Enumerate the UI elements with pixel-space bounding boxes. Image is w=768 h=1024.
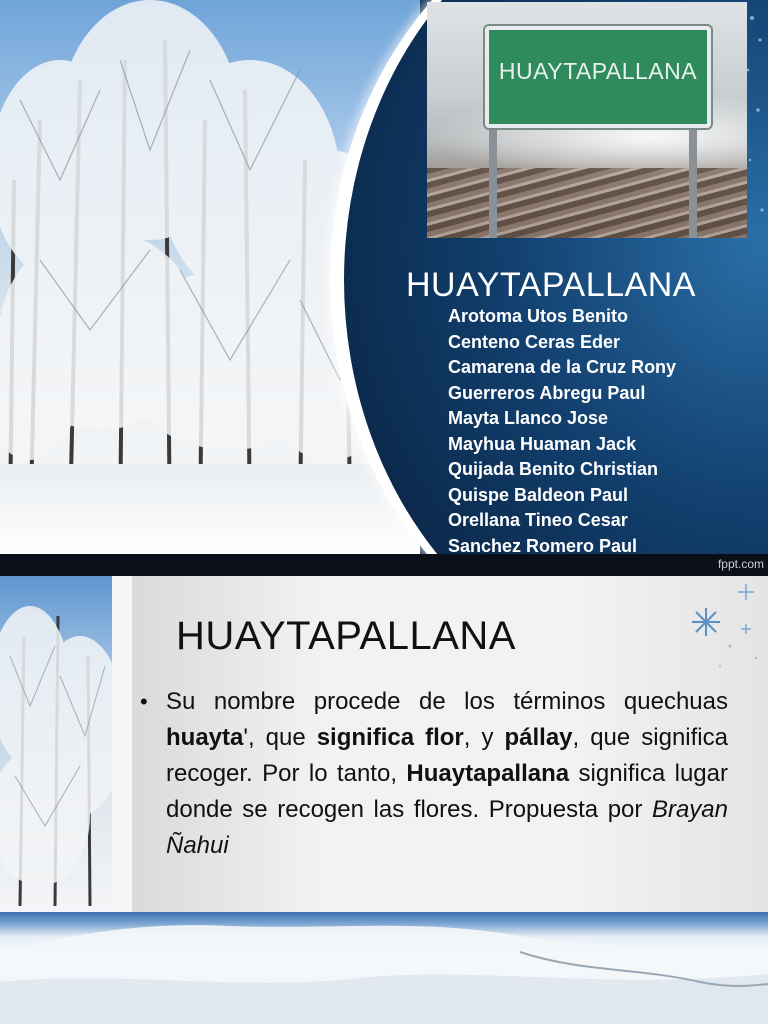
text-run: Su nombre procede de los términos quechuas <box>166 688 728 715</box>
member-name: Quispe Baldeon Paul <box>448 484 629 505</box>
text-run: , y <box>463 724 505 751</box>
tree-silhouettes-small <box>0 576 112 916</box>
bold-term: significa flor <box>316 724 464 751</box>
sign-photo <box>427 2 747 238</box>
member-name: Quijada Benito Christian <box>448 459 659 479</box>
bold-term: Huaytapallana <box>406 760 570 787</box>
member-name: Arotoma Utos Benito <box>448 306 628 326</box>
slide1-title: HUAYTAPALLANA <box>406 266 696 304</box>
bullet-paragraph <box>140 684 728 864</box>
content-slide <box>0 576 768 1024</box>
sign-text: HUAYTAPALLANA <box>498 58 698 84</box>
watermark: fppt.com <box>717 557 764 571</box>
road-sign <box>485 26 711 128</box>
bullet-symbol: • <box>140 689 148 714</box>
member-name: Orellana Tineo Cesar <box>448 510 628 530</box>
member-name: Mayhua Huaman Jack <box>448 433 637 454</box>
member-name: Sanchez Romero Paul <box>448 535 638 554</box>
member-name: Camarena de la Cruz Rony <box>448 357 677 377</box>
italic-author: Brayan Ñahui <box>166 796 728 859</box>
member-name: Guerreros Abregu Paul <box>448 382 646 403</box>
text-run: significa lugar donde se recogen las flores. Propuesta por <box>166 760 728 823</box>
sign-post-right <box>689 122 697 238</box>
snowy-forest-photo-small <box>0 576 112 916</box>
white-stripe <box>112 576 132 916</box>
member-name: Centeno Ceras Eder <box>448 331 621 352</box>
snowflake-decoration <box>740 0 768 554</box>
paragraph-text <box>166 684 728 864</box>
sign-post-left <box>489 122 497 238</box>
snow-ground <box>0 464 420 554</box>
slide2-title: HUAYTAPALLANA <box>176 614 516 658</box>
member-list <box>448 305 676 554</box>
member-name: Mayta Llanco Jose <box>448 408 609 428</box>
text-run: ', que <box>243 724 317 751</box>
text-run: , que significa recoger. Por lo tanto, <box>166 724 728 787</box>
mountain-ridge <box>0 912 768 1024</box>
bold-term: huayta <box>166 724 244 751</box>
slide-separator <box>0 554 768 576</box>
bold-term: pállay <box>504 724 573 751</box>
rocky-slope <box>427 168 747 238</box>
snowflake-icon <box>680 576 768 676</box>
